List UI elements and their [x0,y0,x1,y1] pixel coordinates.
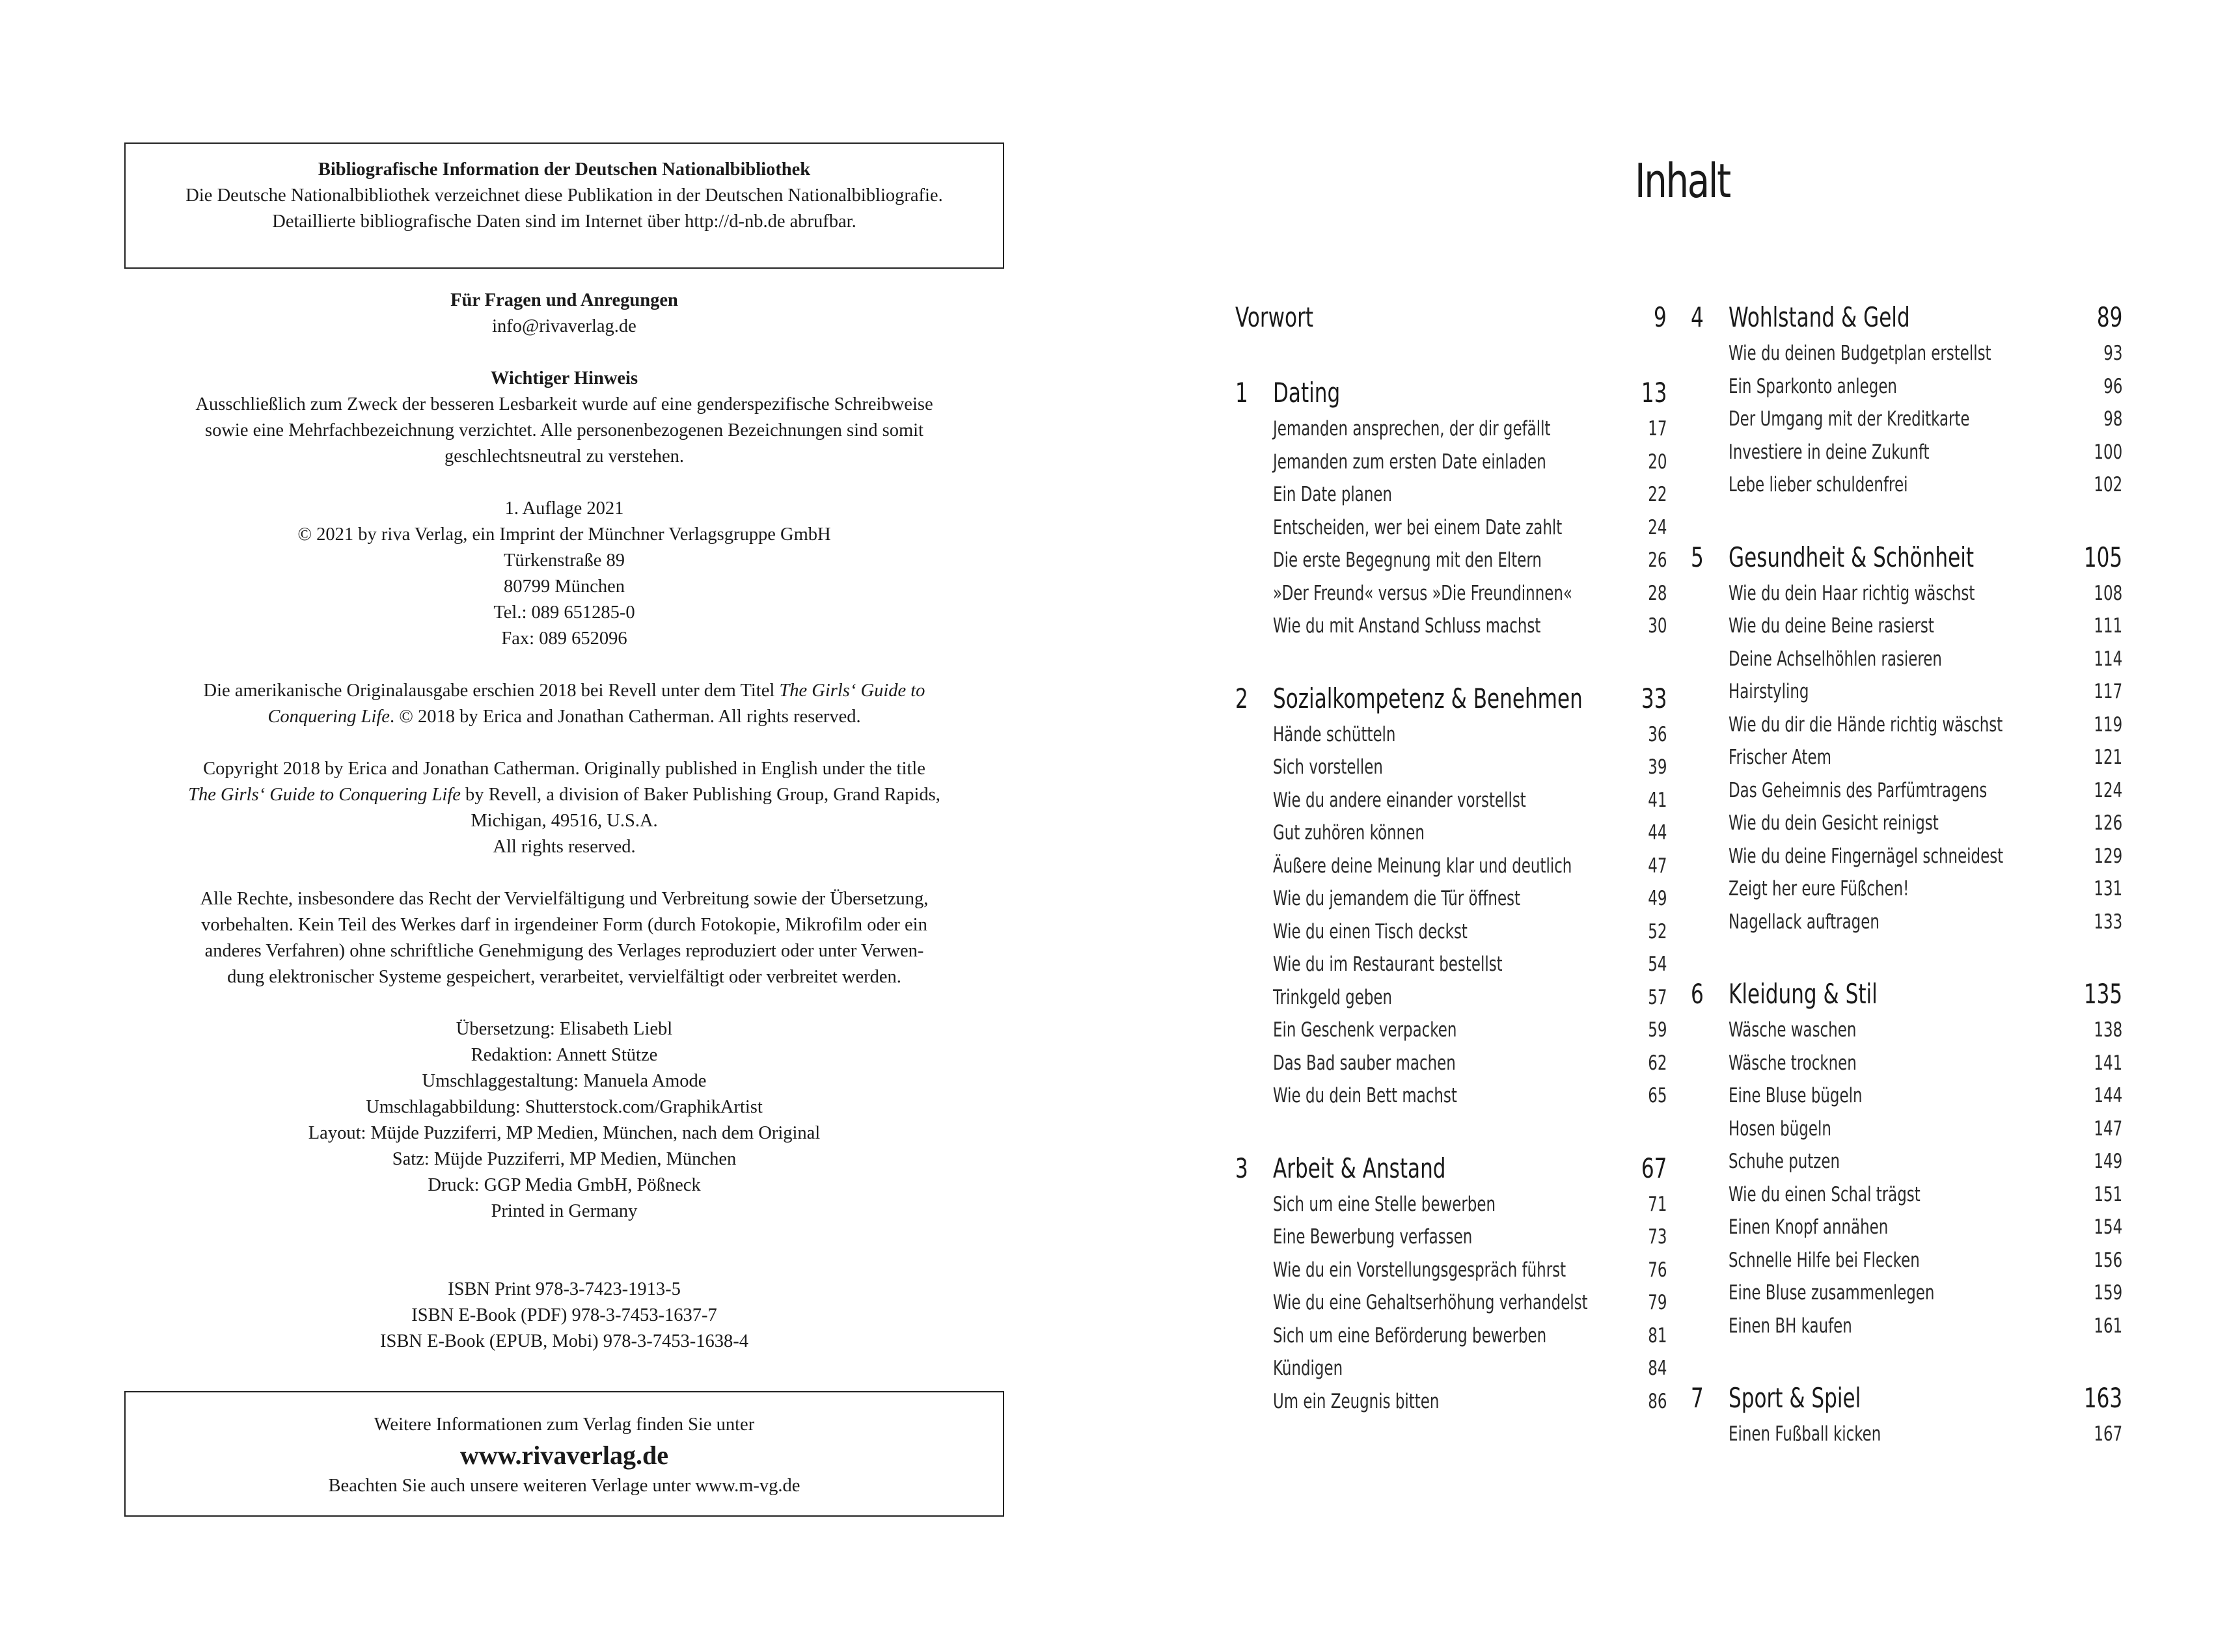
toc-title: Inhalt [1635,154,1730,208]
isbn-line: ISBN E-Book (PDF) 978-3-7453-1637-7 [411,1305,717,1325]
notice-line: Ausschließlich zum Zweck der besseren Lesbarkeit wurde auf eine genderspezifische Schreibweise [195,394,933,414]
entry-title: Ein Date planen [1273,483,1393,506]
toc-entry [1691,437,2122,470]
notice-section [124,366,1004,470]
entry-title: Deine Achselhöhlen rasieren [1729,647,1942,671]
toc-chapter [1691,296,2122,502]
isbn-section [124,1277,1004,1355]
toc-chapter [1235,1147,1667,1419]
entry-title: Hosen bügeln [1729,1117,1831,1141]
original-text: . © 2018 by Erica and Jonathan Catherman. All rights reserved. [389,707,861,727]
entry-title: Eine Bluse bügeln [1729,1084,1863,1107]
bibliographic-line: Die Deutsche Nationalbibliothek verzeichnet diese Publikation in der Deutschen Nationalbibliografie. [185,185,943,206]
entry-page: 28 [1647,581,1667,605]
entry-title: Wäsche waschen [1729,1018,1857,1042]
entry-page: 30 [1647,614,1667,638]
toc-entry [1235,719,1667,752]
rights-line: anderes Verfahren) ohne schriftliche Genehmigung des Verlages reproduziert oder unter Verwen- [204,941,924,961]
chapter-title: Vorwort [1235,301,1314,333]
notice-heading: Wichtiger Hinweis [490,368,638,388]
chapter-page: 67 [1641,1152,1667,1184]
toc-entry [1235,850,1667,884]
chapter-number: 7 [1691,1382,1704,1414]
entry-title: Wie du deine Beine rasierst [1729,614,1934,638]
toc-entry [1691,578,2122,611]
entry-page: 149 [2094,1150,2122,1173]
entry-page: 20 [1647,450,1667,474]
entry-page: 111 [2094,614,2122,638]
credit-line: Satz: Müjde Puzziferri, MP Medien, München [392,1149,737,1169]
entry-title: Lebe lieber schuldenfrei [1729,473,1908,496]
copyright-line: Michigan, 49516, U.S.A. [471,811,658,831]
entry-page: 141 [2094,1051,2122,1075]
entry-page: 54 [1647,953,1667,976]
entry-title: Der Umgang mit der Kreditkarte [1729,407,1970,431]
credit-line: Redaktion: Annett Stütze [471,1045,658,1065]
entry-title: Wie du deine Fingernägel schneidest [1729,844,2004,868]
entry-title: Ein Geschenk verpacken [1273,1018,1457,1042]
entry-title: Wie du jemandem die Tür öffnest [1273,887,1521,910]
chapter-title: Kleidung & Stil [1729,978,1878,1010]
toc-column-left [1235,296,1667,1452]
toc-entry [1235,1221,1667,1254]
entry-page: 167 [2094,1422,2122,1446]
toc-column-right [1691,296,2122,1485]
original-title: The Girls‘ Guide to [779,681,925,701]
entry-title: Wie du eine Gehaltserhöhung verhandelst [1273,1291,1588,1314]
toc-entry [1235,512,1667,545]
publisher-url: www.rivaverlag.de [460,1441,668,1470]
toc-chapter-heading [1235,296,1667,338]
entry-page: 108 [2094,581,2122,605]
toc-entry [1235,883,1667,916]
entry-page: 17 [1647,417,1667,440]
toc-entry [1691,873,2122,906]
toc-entry [1691,1418,2122,1452]
toc-entry [1235,1048,1667,1081]
entry-page: 147 [2094,1117,2122,1141]
toc-entry [1691,1245,2122,1278]
entry-page: 44 [1647,821,1667,845]
toc-entry [1235,1189,1667,1222]
copyright-text: by Revell, a division of Baker Publishing Group, Grand Rapids, [460,785,940,805]
entry-title: Trinkgeld geben [1273,985,1393,1009]
entry-title: Entscheiden, wer bei einem Date zahlt [1273,515,1563,539]
toc-chapter-heading [1691,536,2122,578]
toc-chapter [1691,536,2122,940]
toc-entry [1691,1146,2122,1179]
toc-chapter-heading [1235,1147,1667,1189]
entry-title: Um ein Zeugnis bitten [1273,1389,1440,1413]
entry-title: Sich um eine Beförderung bewerben [1273,1323,1547,1347]
toc-entry [1235,1287,1667,1320]
toc-entry [1235,446,1667,480]
entry-title: Investiere in deine Zukunft [1729,440,1930,464]
entry-page: 102 [2094,473,2122,496]
chapter-number: 3 [1235,1152,1248,1184]
toc-entry [1235,1080,1667,1113]
entry-page: 49 [1647,887,1667,910]
toc-chapter [1235,677,1667,1113]
chapter-page: 163 [2083,1382,2122,1414]
entry-title: Wie du mit Anstand Schluss machst [1273,614,1541,638]
chapter-number: 6 [1691,978,1704,1010]
questions-section [124,288,1004,340]
copyright-title: The Girls‘ Guide to Conquering Life [188,785,461,805]
chapter-title: Sozialkompetenz & Benehmen [1273,682,1583,714]
entry-title: Wie du deinen Budgetplan erstellst [1729,342,1991,365]
original-edition-section [124,678,1004,730]
chapter-page: 13 [1641,377,1667,409]
toc-chapter [1235,296,1667,338]
chapter-page: 135 [2083,978,2122,1010]
entry-page: 121 [2094,746,2122,769]
credit-line: Druck: GGP Media GmbH, Pößneck [428,1175,701,1195]
chapter-number: 4 [1691,301,1704,333]
rights-line: Alle Rechte, insbesondere das Recht der Vervielfältigung und Verbreitung sowie der Übersetzung, [200,889,929,909]
copyright-section [124,756,1004,860]
toc-entry [1691,775,2122,808]
entry-page: 156 [2094,1248,2122,1272]
toc-entry [1235,578,1667,611]
entry-title: Gut zuhören können [1273,821,1425,845]
credit-line: Umschlaggestaltung: Manuela Amode [422,1071,707,1091]
toc-entry [1691,1277,2122,1310]
publisher-section [124,496,1004,652]
entry-title: Jemanden zum ersten Date einladen [1273,450,1546,474]
notice-line: geschlechtsneutral zu verstehen. [444,446,684,467]
publisher-line: Tel.: 089 651285-0 [493,603,635,623]
entry-title: Nagellack auftragen [1729,910,1880,934]
copyright-line [124,782,1004,808]
entry-page: 151 [2094,1182,2122,1206]
toc-entry [1691,1310,2122,1344]
entry-title: Wie du dein Haar richtig wäschst [1729,581,1975,605]
toc-entry [1235,1320,1667,1353]
entry-page: 22 [1647,483,1667,506]
toc-entry [1235,817,1667,850]
entry-title: Das Geheimnis des Parfümtragens [1729,778,1988,802]
toc-entry [1235,610,1667,643]
entry-page: 86 [1647,1389,1667,1413]
entry-page: 129 [2094,844,2122,868]
chapter-title: Sport & Spiel [1729,1382,1861,1414]
toc-entry [1235,413,1667,446]
toc-entry [1691,841,2122,874]
entry-page: 26 [1647,548,1667,572]
chapter-page: 89 [2096,301,2122,333]
toc-chapter-heading [1235,372,1667,413]
chapter-title: Wohlstand & Geld [1729,301,1910,333]
entry-page: 36 [1647,722,1667,746]
original-title: Conquering Life [267,707,390,727]
chapter-page: 9 [1654,301,1667,333]
entry-page: 114 [2094,647,2122,671]
bibliographic-info-box [124,142,1004,269]
credit-line: Übersetzung: Elisabeth Liebl [456,1019,673,1039]
entry-title: Wie du dein Bett machst [1273,1084,1457,1107]
toc-entry [1691,807,2122,841]
toc-entry [1691,676,2122,709]
toc-entry [1691,610,2122,643]
entry-page: 154 [2094,1215,2122,1239]
toc-entry [1691,1048,2122,1081]
toc-entry [1691,643,2122,677]
entry-page: 144 [2094,1084,2122,1107]
entry-title: »Der Freund« versus »Die Freundinnen« [1273,581,1572,605]
toc-chapter-heading [1691,1377,2122,1418]
publisher-line: 1. Auflage 2021 [504,498,624,519]
entry-title: Wie du im Restaurant bestellst [1273,953,1503,976]
entry-title: Einen Knopf annähen [1729,1215,1889,1239]
publisher-info-line: Weitere Informationen zum Verlag finden Sie unter [374,1415,755,1435]
entry-title: Wie du dir die Hände richtig wäschst [1729,712,2003,737]
chapter-number: 2 [1235,682,1248,714]
entry-title: Wie du dein Gesicht reinigst [1729,811,1939,835]
entry-title: Kündigen [1273,1357,1343,1380]
toc-entry [1235,949,1667,982]
entry-page: 59 [1647,1018,1667,1042]
chapter-title: Arbeit & Anstand [1273,1152,1446,1184]
entry-page: 96 [2103,374,2122,398]
entry-title: Sich vorstellen [1273,755,1383,779]
entry-page: 93 [2103,342,2122,365]
entry-title: Die erste Begegnung mit den Eltern [1273,548,1542,572]
toc-entry [1235,752,1667,785]
toc-chapter [1691,1377,2122,1452]
toc-entry [1235,1386,1667,1419]
bibliographic-heading: Bibliografische Information der Deutschen Nationalbibliothek [318,159,811,180]
isbn-line: ISBN E-Book (EPUB, Mobi) 978-3-7453-1638-4 [379,1331,749,1351]
publisher-info-box [124,1391,1004,1517]
entry-title: Wie du ein Vorstellungsgespräch führst [1273,1258,1566,1282]
toc-entry [1691,742,2122,775]
toc-entry [1235,982,1667,1015]
entry-page: 52 [1647,919,1667,943]
contact-email: info@rivaverlag.de [492,316,636,336]
chapter-title: Dating [1273,377,1341,409]
entry-title: Eine Bewerbung verfassen [1273,1225,1473,1249]
entry-page: 124 [2094,778,2122,802]
entry-page: 161 [2094,1314,2122,1338]
notice-line: sowie eine Mehrfachbezeichnung verzichtet. Alle personenbezogenen Bezeichnungen sind somit [205,420,923,440]
copyright-line: All rights reserved. [493,837,636,857]
toc-entry [1691,1113,2122,1146]
entry-title: Frischer Atem [1729,746,1832,769]
entry-title: Hairstyling [1729,680,1809,703]
toc-entry [1235,785,1667,818]
entry-page: 84 [1647,1357,1667,1380]
toc-entry [1691,338,2122,371]
toc-entry [1235,479,1667,512]
entry-page: 138 [2094,1018,2122,1042]
entry-page: 73 [1647,1225,1667,1249]
entry-title: Wie du einen Tisch deckst [1273,919,1468,943]
questions-heading: Für Fragen und Anregungen [450,290,678,310]
entry-title: Ein Sparkonto anlegen [1729,374,1897,398]
chapter-title: Gesundheit & Schönheit [1729,541,1975,573]
toc-entry [1235,1353,1667,1386]
entry-title: Wäsche trocknen [1729,1051,1857,1075]
toc-chapter-heading [1691,973,2122,1014]
entry-page: 57 [1647,985,1667,1009]
entry-page: 41 [1647,788,1667,812]
toc-entry [1691,1014,2122,1048]
entry-page: 159 [2094,1281,2122,1305]
entry-page: 100 [2094,440,2122,464]
entry-title: Einen Fußball kicken [1729,1422,1881,1446]
entry-title: Eine Bluse zusammenlegen [1729,1281,1935,1305]
chapter-page: 105 [2083,541,2122,573]
chapter-number: 5 [1691,541,1704,573]
original-edition-line [124,704,1004,730]
toc-entry [1691,1080,2122,1113]
publisher-line: © 2021 by riva Verlag, ein Imprint der Münchner Verlagsgruppe GmbH [297,524,831,545]
publisher-line: 80799 München [503,576,625,597]
toc-entry [1691,1179,2122,1212]
entry-title: Einen BH kaufen [1729,1314,1852,1338]
entry-page: 71 [1647,1192,1667,1216]
original-edition-line [124,678,1004,704]
publisher-line: Türkenstraße 89 [504,550,625,571]
toc-entry [1691,1212,2122,1245]
toc-entry [1235,1014,1667,1048]
entry-title: Jemanden ansprechen, der dir gefällt [1273,417,1551,440]
entry-title: Wie du andere einander vorstellst [1273,788,1526,812]
toc-entry [1691,371,2122,404]
entry-title: Zeigt her eure Füßchen! [1729,877,1909,900]
toc-entry [1235,1254,1667,1288]
toc-chapter-heading [1235,677,1667,719]
toc-entry [1691,469,2122,502]
entry-page: 98 [2103,407,2122,431]
entry-title: Schnelle Hilfe bei Flecken [1729,1248,1920,1272]
credit-line: Layout: Müjde Puzziferri, MP Medien, München, nach dem Original [308,1123,821,1143]
copyright-line: Copyright 2018 by Erica and Jonathan Catherman. Originally published in English under the title [203,759,925,779]
credit-line: Umschlagabbildung: Shutterstock.com/GraphikArtist [366,1097,763,1117]
rights-line: dung elektronischer Systeme gespeichert, verarbeitet, vervielfältigt oder verbreitet werden. [227,967,901,987]
entry-page: 126 [2094,811,2122,835]
toc-entry [1691,403,2122,437]
bibliographic-line: Detaillierte bibliografische Daten sind im Internet über http://d-nb.de abrufbar. [272,211,856,232]
entry-page: 65 [1647,1084,1667,1107]
entry-title: Äußere deine Meinung klar und deutlich [1273,854,1572,878]
entry-page: 47 [1647,854,1667,878]
toc-chapter-heading [1691,296,2122,338]
entry-title: Hände schütteln [1273,722,1396,746]
credits-section [124,1016,1004,1225]
entry-page: 24 [1647,515,1667,539]
toc-entry [1691,906,2122,940]
entry-page: 117 [2094,680,2122,703]
entry-title: Schuhe putzen [1729,1150,1840,1173]
chapter-page: 33 [1641,682,1667,714]
entry-title: Wie du einen Schal trägst [1729,1182,1921,1206]
isbn-line: ISBN Print 978-3-7423-1913-5 [448,1279,681,1299]
credit-line: Printed in Germany [491,1201,638,1221]
entry-page: 131 [2094,877,2122,900]
publisher-info-line: Beachten Sie auch unsere weiteren Verlage unter www.m-vg.de [328,1476,800,1496]
entry-page: 62 [1647,1051,1667,1075]
toc-entry [1235,545,1667,578]
rights-section [124,886,1004,990]
entry-title: Sich um eine Stelle bewerben [1273,1192,1496,1216]
entry-page: 133 [2094,910,2122,934]
original-text: Die amerikanische Originalausgabe erschien 2018 bei Revell unter dem Titel [203,681,780,701]
toc-chapter [1235,372,1667,643]
chapter-number: 1 [1235,377,1248,409]
entry-title: Das Bad sauber machen [1273,1051,1456,1075]
publisher-line: Fax: 089 652096 [501,629,627,649]
entry-page: 39 [1647,755,1667,779]
rights-line: vorbehalten. Kein Teil des Werkes darf in irgendeiner Form (durch Fotokopie, Mikrofilm oder ein [201,915,927,935]
toc-chapter [1691,973,2122,1343]
toc-entry [1691,709,2122,742]
entry-page: 119 [2094,712,2122,737]
entry-page: 79 [1647,1291,1667,1314]
entry-page: 76 [1647,1258,1667,1282]
entry-page: 81 [1647,1323,1667,1347]
toc-entry [1235,916,1667,949]
